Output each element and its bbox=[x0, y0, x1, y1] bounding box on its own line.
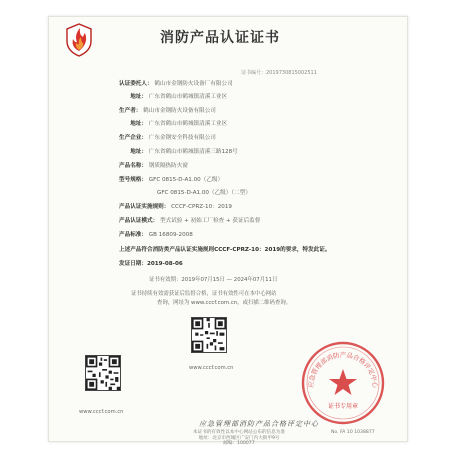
conformity-statement: 上述产品符合消防类产品认证实施规则CCCF-CPRZ-10：2019的要求，特发此证。 bbox=[119, 247, 331, 253]
validity-note-1: 证书持续有效需获证后监督合格，证书有效性可在本中心网站 bbox=[131, 291, 277, 297]
rule-row bbox=[119, 203, 232, 211]
certificate-number: 证书编号：2019730815002511 bbox=[241, 70, 317, 76]
product-row bbox=[119, 162, 188, 170]
maker-label: 生产者： bbox=[119, 108, 142, 114]
website-right[interactable]: www.cccf.com.cn bbox=[189, 365, 234, 371]
maker-address-value: 广东省鹤山市鹤城镇清溪工业区 bbox=[148, 121, 228, 127]
certificate-title: 消防产品认证证书 bbox=[160, 30, 280, 46]
website-left[interactable]: www.cccf.com.cn bbox=[79, 409, 124, 415]
qr-code-icon bbox=[86, 356, 120, 390]
factory-label: 生产企业： bbox=[119, 135, 147, 141]
client-address-row bbox=[119, 93, 227, 101]
issue-date: 发证日期：2019-08-06 bbox=[119, 261, 183, 267]
client-address-label: 地址： bbox=[130, 94, 147, 100]
fire-shield-logo-icon bbox=[65, 23, 93, 57]
maker-value: 鹤山市金钢防火设备有限公司 bbox=[143, 108, 216, 114]
factory-value: 广东金钢安全科技有限公司 bbox=[148, 135, 216, 141]
validity-note-2: 查询，网址为 www.cccf.com.cn，或扫描二维码查询。 bbox=[157, 300, 292, 306]
model-label: 型号规格： bbox=[119, 177, 147, 183]
footer-serial: No. FA 10 1038877 bbox=[331, 430, 375, 435]
footer-line-1: 本证书的有效性以本中心网站公布的信息为准 bbox=[193, 430, 285, 435]
issuing-authority: 应急管理部消防产品合格评定中心 bbox=[199, 420, 319, 428]
product-value: 钢质隔热防火窗 bbox=[148, 163, 188, 169]
standard-row bbox=[119, 231, 193, 239]
qr-code-right[interactable] bbox=[191, 317, 227, 353]
maker-row bbox=[119, 107, 216, 115]
factory-address-value: 广东省鹤山市鹤城镇清溪三路128号 bbox=[148, 149, 238, 155]
standard-label: 产品标准： bbox=[119, 232, 147, 238]
footer-center bbox=[177, 430, 301, 447]
red-round-seal-icon bbox=[299, 339, 387, 427]
maker-address-row bbox=[119, 120, 227, 128]
footer-line-3: 邮编：100077 bbox=[223, 441, 255, 447]
model-row bbox=[119, 176, 223, 184]
seal-text: 应急管理部消防产品合格评定中心 bbox=[306, 351, 380, 389]
factory-row bbox=[119, 134, 216, 142]
footer-line-2: 地址：北京市西城区广安门内大街甲9号 bbox=[198, 435, 280, 441]
model-value: GFC 0815-D-A1.00（乙级） bbox=[148, 177, 224, 183]
mode-label: 产品认证模式： bbox=[119, 218, 159, 224]
validity-dates: 证书有效期：2019年07月15日 — 2024年07月11日 bbox=[149, 277, 278, 283]
client-label: 认证委托人： bbox=[119, 81, 153, 87]
product-label: 产品名称： bbox=[119, 163, 147, 169]
qr-code-left[interactable] bbox=[85, 355, 121, 391]
model-value-2: GFC 0815-D-A1.00（乙级）（二型） bbox=[157, 190, 251, 196]
factory-address-row bbox=[119, 148, 238, 156]
factory-address-label: 地址： bbox=[130, 149, 147, 155]
qr-code-icon bbox=[192, 318, 226, 352]
client-value: 鹤山市金钢防火设备厂有限公司 bbox=[154, 81, 233, 87]
mode-value: 型式试验 + 初始工厂检查 + 获证后监督 bbox=[159, 218, 261, 224]
model-row-2 bbox=[157, 189, 251, 197]
certificate-sheet bbox=[48, 16, 408, 447]
mode-row bbox=[119, 217, 260, 225]
client-row bbox=[119, 80, 233, 88]
rule-label: 产品认证实施规则： bbox=[119, 204, 170, 210]
seal-subtext: 证书专用章 bbox=[327, 403, 359, 410]
maker-address-label: 地址： bbox=[130, 121, 147, 127]
rule-value: CCCF-CPRZ-10：2019 bbox=[171, 204, 232, 210]
standard-value: GB 16809-2008 bbox=[148, 232, 193, 238]
client-address-value: 广东省鹤山市鹤城镇清溪工业区 bbox=[148, 94, 228, 100]
